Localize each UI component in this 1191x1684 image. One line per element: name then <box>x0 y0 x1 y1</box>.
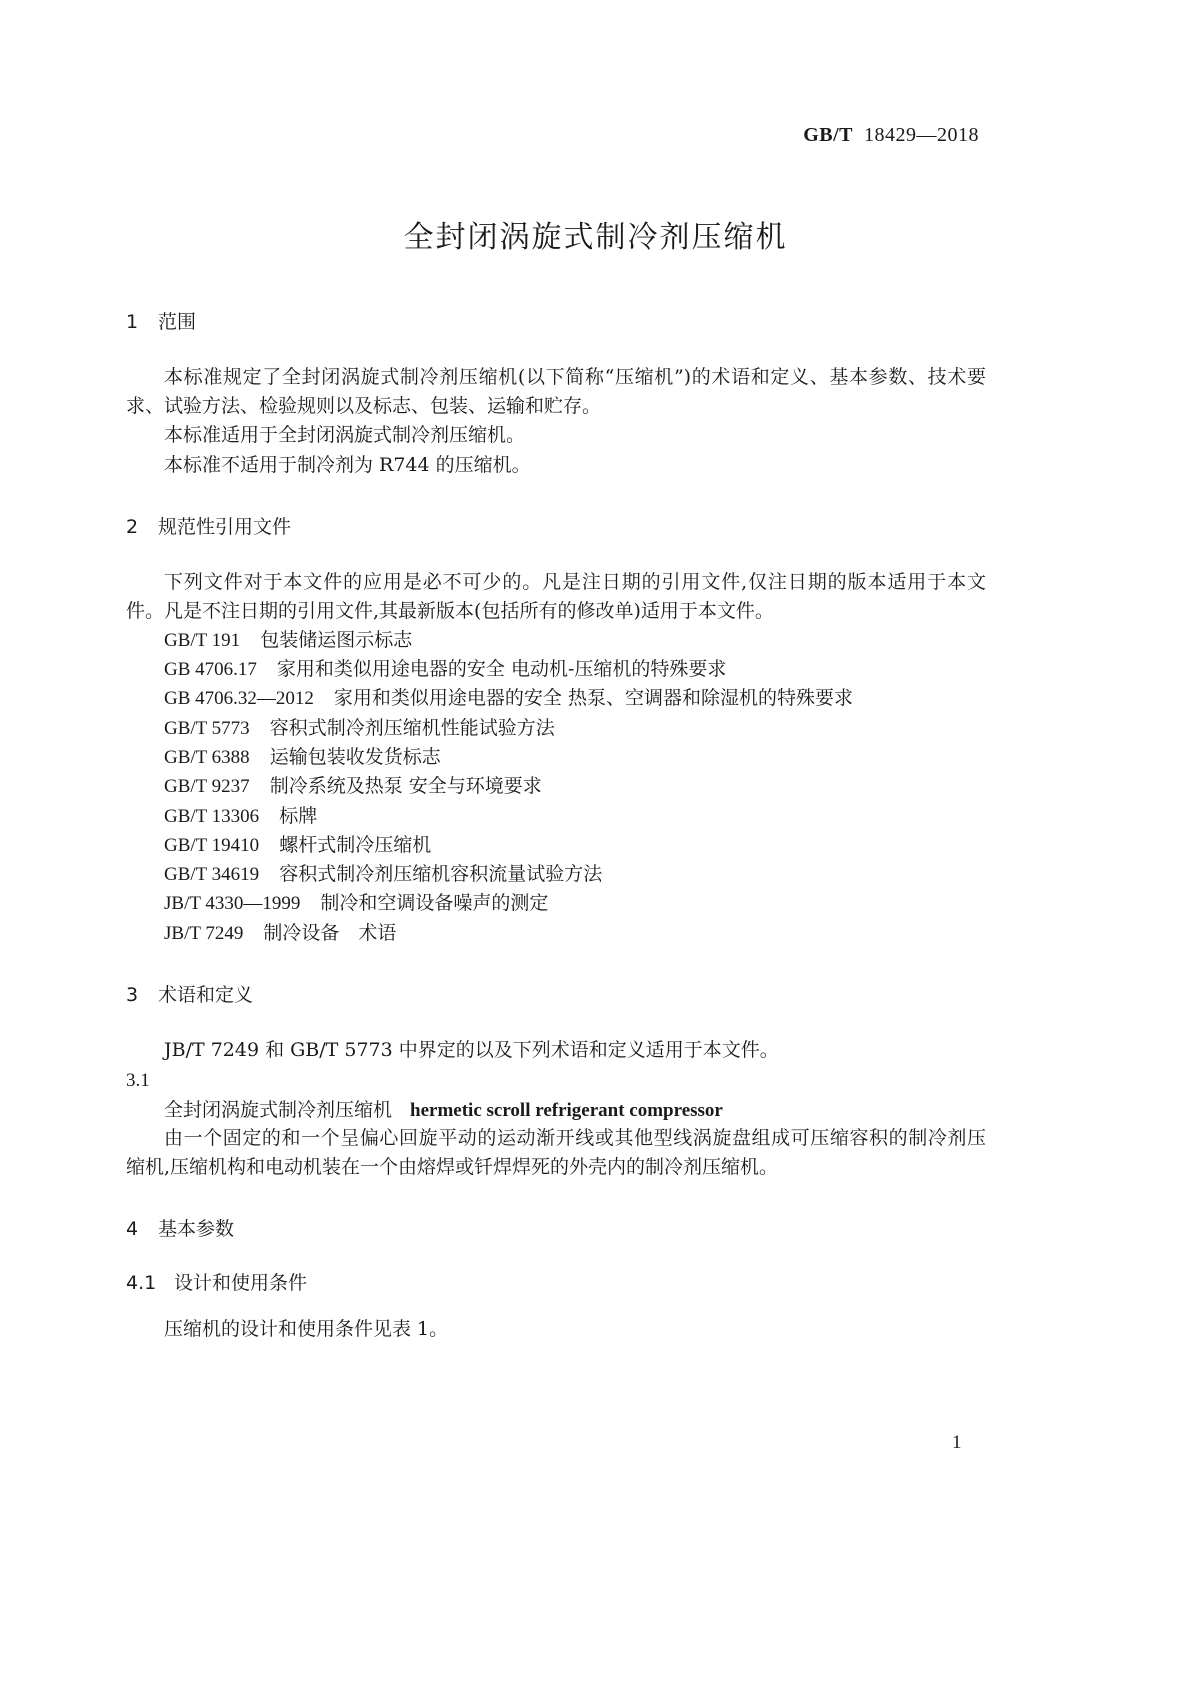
reference-code: GB 4706.32—2012 <box>164 688 314 709</box>
reference-item <box>164 919 396 948</box>
reference-item <box>164 802 317 831</box>
reference-name: 家用和类似用途电器的安全 热泵、空调器和除湿机的特殊要求 <box>333 687 853 709</box>
reference-name: 容积式制冷剂压缩机容积流量试验方法 <box>279 863 603 885</box>
reference-code: JB/T 4330—1999 <box>164 893 301 914</box>
section-2-para-1-line-2: 件。凡是不注日期的引用文件,其最新版本(包括所有的修改单)适用于本文件。 <box>126 600 774 622</box>
section-2-para-1-line-1: 下列文件对于本文件的应用是必不可少的。凡是注日期的引用文件,仅注日期的版本适用于本文 <box>164 571 986 593</box>
reference-name: 包装储运图示标志 <box>260 629 413 651</box>
section-2-number: 2 <box>126 516 139 538</box>
reference-name: 制冷系统及热泵 安全与环境要求 <box>269 775 542 797</box>
section-4-title: 基本参数 <box>158 1218 235 1240</box>
reference-name: 容积式制冷剂压缩机性能试验方法 <box>269 717 555 739</box>
standard-code <box>803 124 979 147</box>
section-1-para-3: 本标准不适用于制冷剂为 R744 的压缩机。 <box>164 454 531 476</box>
reference-code: GB/T 6388 <box>164 747 250 768</box>
subsection-4-1-title: 设计和使用条件 <box>174 1272 308 1294</box>
section-1-heading <box>126 307 196 334</box>
section-3-title: 术语和定义 <box>158 984 254 1006</box>
subsection-4-1-heading <box>126 1268 307 1295</box>
reference-name: 运输包装收发货标志 <box>269 746 441 768</box>
subsection-4-1-para-1: 压缩机的设计和使用条件见表 1。 <box>164 1318 449 1340</box>
reference-item <box>164 684 853 713</box>
standard-code-prefix: GB/T <box>803 124 853 146</box>
section-1-para-1-line-1: 本标准规定了全封闭涡旋式制冷剂压缩机(以下简称“压缩机”)的术语和定义、基本参数、技术要 <box>164 366 986 388</box>
reference-item <box>164 655 726 684</box>
reference-name: 制冷和空调设备噪声的测定 <box>320 892 549 914</box>
term-title-en: hermetic scroll refrigerant compressor <box>410 1100 723 1121</box>
reference-name: 制冷设备 术语 <box>263 922 397 944</box>
reference-code: GB/T 191 <box>164 630 241 651</box>
reference-code: GB/T 34619 <box>164 864 260 885</box>
term-definition-line-2: 缩机,压缩机构和电动机装在一个由熔焊或钎焊焊死的外壳内的制冷剂压缩机。 <box>126 1156 779 1178</box>
section-2-heading <box>126 512 291 539</box>
reference-name: 螺杆式制冷压缩机 <box>279 834 432 856</box>
reference-name: 标牌 <box>279 805 318 827</box>
section-3-para-1: JB/T 7249 和 GB/T 5773 中界定的以及下列术语和定义适用于本文件。 <box>164 1039 779 1061</box>
section-1-number: 1 <box>126 311 139 333</box>
reference-code: GB 4706.17 <box>164 659 257 680</box>
section-4-number: 4 <box>126 1218 139 1240</box>
reference-item <box>164 860 602 889</box>
reference-code: GB/T 5773 <box>164 718 250 739</box>
term-title-zh: 全封闭涡旋式制冷剂压缩机 <box>164 1099 393 1121</box>
subsection-4-1-number: 4.1 <box>126 1272 157 1294</box>
section-3-number: 3 <box>126 984 139 1006</box>
reference-item <box>164 743 441 772</box>
reference-code: JB/T 7249 <box>164 923 244 944</box>
reference-item <box>164 626 412 655</box>
reference-item <box>164 714 555 743</box>
section-3-heading <box>126 980 253 1007</box>
standard-code-number: 18429—2018 <box>864 124 979 146</box>
term-number: 3.1 <box>126 1070 150 1091</box>
term-title <box>164 1095 723 1122</box>
section-1-para-2: 本标准适用于全封闭涡旋式制冷剂压缩机。 <box>164 424 526 446</box>
document-title: 全封闭涡旋式制冷剂压缩机 <box>403 220 788 255</box>
reference-code: GB/T 13306 <box>164 806 260 827</box>
section-4-heading <box>126 1214 234 1241</box>
section-1-title: 范围 <box>158 311 197 333</box>
reference-code: GB/T 19410 <box>164 835 260 856</box>
section-2-title: 规范性引用文件 <box>158 516 292 538</box>
reference-item <box>164 889 548 918</box>
reference-name: 家用和类似用途电器的安全 电动机-压缩机的特殊要求 <box>276 658 727 680</box>
term-definition-line-1: 由一个固定的和一个呈偏心回旋平动的运动渐开线或其他型线涡旋盘组成可压缩容积的制冷剂压 <box>164 1127 986 1149</box>
section-1-para-1-line-2: 求、试验方法、检验规则以及标志、包装、运输和贮存。 <box>126 395 602 417</box>
page-number: 1 <box>952 1432 962 1453</box>
reference-item <box>164 831 431 860</box>
reference-item <box>164 772 542 801</box>
reference-code: GB/T 9237 <box>164 776 250 797</box>
